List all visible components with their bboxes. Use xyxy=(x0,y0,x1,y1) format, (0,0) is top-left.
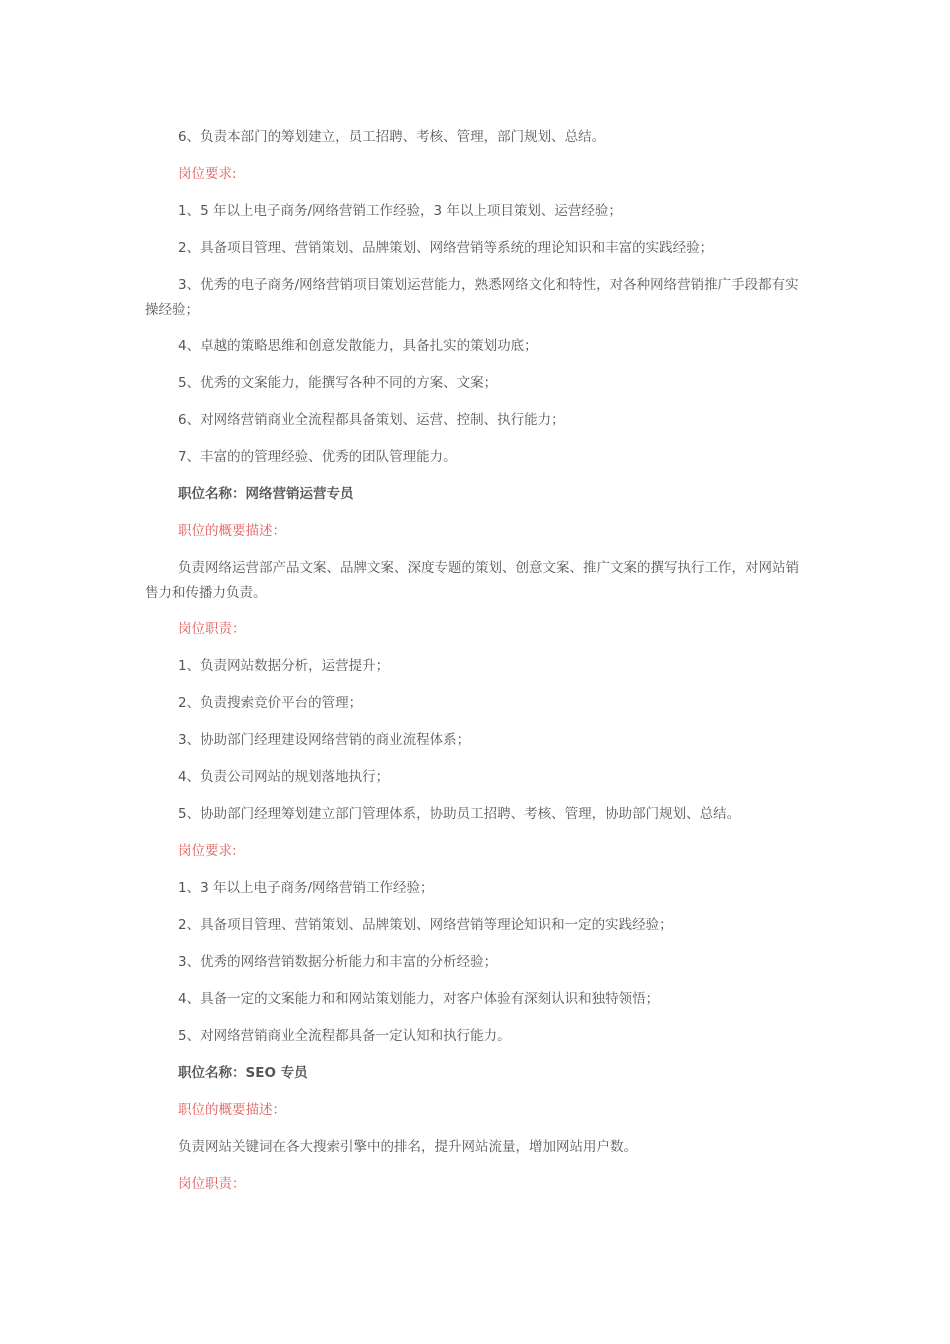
paragraph-requirement-2: 2、具备项目管理、营销策划、品牌策划、网络营销等系统的理论知识和丰富的实践经验； xyxy=(178,240,714,256)
paragraph-requirement-3: 3、优秀的电子商务/网络营销项目策划运营能力，熟悉网络文化和特性，对各种网络营销推广手段都有实操经验； xyxy=(145,277,799,318)
paragraph-item-6-responsibility: 6、负责本部门的筹划建立，员工招聘、考核、管理，部门规划、总结。 xyxy=(178,129,606,145)
section-heading-responsibilities-2: 岗位职责： xyxy=(178,1176,246,1192)
paragraph-requirement-4: 4、卓越的策略思维和创意发散能力，具备扎实的策划功底； xyxy=(178,338,538,354)
section-heading-summary: 职位的概要描述： xyxy=(178,523,286,539)
summary-paragraph: 负责网络运营部产品文案、品牌文案、深度专题的策划、创意文案、推广文案的撰写执行工作，对网站销售力和传播力负责。 xyxy=(145,560,799,601)
paragraph-requirement-5: 5、优秀的文案能力，能撰写各种不同的方案、文案； xyxy=(178,375,498,391)
requirement-2-1: 1、3 年以上电子商务/网络营销工作经验； xyxy=(178,880,434,896)
section-heading-responsibilities: 岗位职责： xyxy=(178,621,246,637)
responsibility-1: 1、负责网站数据分析，运营提升； xyxy=(178,658,390,674)
seo-summary-paragraph: 负责网站关键词在各大搜索引擎中的排名，提升网站流量，增加网站用户数。 xyxy=(178,1139,637,1155)
job-title-network-marketing-operations: 职位名称：网络营销运营专员 xyxy=(178,486,354,502)
requirement-2-3: 3、优秀的网络营销数据分析能力和丰富的分析经验； xyxy=(178,954,498,970)
requirement-2-4: 4、具备一定的文案能力和和网站策划能力，对客户体验有深刻认识和独特领悟； xyxy=(178,991,660,1007)
document-content xyxy=(145,125,810,1209)
paragraph-requirement-6: 6、对网络营销商业全流程都具备策划、运营、控制、执行能力； xyxy=(178,412,565,428)
paragraph-requirement-1: 1、5 年以上电子商务/网络营销工作经验，3 年以上项目策划、运营经验； xyxy=(178,203,622,219)
responsibility-3: 3、协助部门经理建设网络营销的商业流程体系； xyxy=(178,732,471,748)
responsibility-5: 5、协助部门经理筹划建立部门管理体系，协助员工招聘、考核、管理，协助部门规划、总结。 xyxy=(178,806,741,822)
requirement-2-2: 2、具备项目管理、营销策划、品牌策划、网络营销等理论知识和一定的实践经验； xyxy=(178,917,673,933)
paragraph-requirement-7: 7、丰富的的管理经验、优秀的团队管理能力。 xyxy=(178,449,457,465)
section-heading-summary-2: 职位的概要描述： xyxy=(178,1102,286,1118)
requirement-2-5: 5、对网络营销商业全流程都具备一定认知和执行能力。 xyxy=(178,1028,511,1044)
job-title-seo-specialist: 职位名称：SEO 专员 xyxy=(178,1065,308,1081)
responsibility-2: 2、负责搜索竞价平台的管理； xyxy=(178,695,363,711)
responsibility-4: 4、负责公司网站的规划落地执行； xyxy=(178,769,390,785)
section-heading-requirements: 岗位要求: xyxy=(178,166,237,182)
section-heading-requirements-2: 岗位要求: xyxy=(178,843,237,859)
